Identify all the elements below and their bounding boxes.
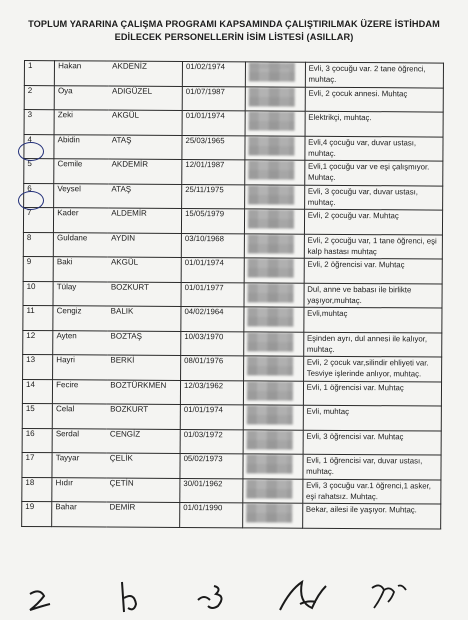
redaction-blur bbox=[247, 454, 293, 473]
first-name: Guldane bbox=[53, 232, 108, 257]
id-number-redacted bbox=[245, 135, 304, 160]
status-note: Evli, 2 çocuk var,silindir ehliyeti var. Tesviye işlerinde anlıyor, muhtaç. bbox=[303, 356, 441, 381]
redaction-blur bbox=[248, 234, 294, 253]
id-number-redacted bbox=[245, 184, 304, 209]
birth-date: 04/02/1964 bbox=[181, 306, 245, 331]
title-line-1: TOPLUM YARARINA ÇALIŞMA PROGRAMI KAPSAMINDA ÇALIŞTIRILMAK ÜZERE İSTİHDAM bbox=[28, 19, 440, 29]
status-note: Elektrikçi, muhtaç. bbox=[305, 111, 443, 136]
id-number-redacted bbox=[243, 478, 302, 503]
birth-date: 12/01/1987 bbox=[182, 159, 246, 184]
row-number: 11 bbox=[23, 305, 53, 330]
first-name: Cengiz bbox=[53, 306, 108, 331]
redaction-blur bbox=[247, 405, 293, 424]
id-number-redacted bbox=[245, 258, 304, 283]
first-name: Baki bbox=[53, 257, 108, 282]
status-note: Eşinden ayrı, dul annesi ile kalıyor, muhtaç. bbox=[303, 332, 441, 357]
first-name: Oya bbox=[54, 85, 109, 110]
last-name: ALDEMİR bbox=[108, 208, 181, 233]
table-row bbox=[23, 208, 442, 235]
status-note: Evli,muhtaç bbox=[304, 307, 442, 332]
table-row bbox=[22, 477, 441, 504]
last-name: AYDIN bbox=[108, 233, 181, 258]
status-note: Evli, 2 öğrencisi var. Muhtaç bbox=[304, 258, 442, 283]
row-number: 7 bbox=[23, 208, 53, 233]
row-number: 15 bbox=[22, 403, 52, 428]
last-name: ADIGÜZEL bbox=[109, 86, 182, 111]
table-row bbox=[24, 134, 443, 161]
status-note: Evli, muhtaç bbox=[303, 405, 441, 430]
status-note: Evli, 3 çocuğu var.1 öğrenci,1 asker, eşi rahatsız. Muhtaç. bbox=[302, 479, 440, 504]
table-row bbox=[23, 281, 442, 308]
birth-date: 15/05/1979 bbox=[181, 208, 245, 233]
redaction-blur bbox=[249, 136, 295, 155]
signature-4 bbox=[280, 582, 326, 610]
last-name: AKDENİZ bbox=[109, 61, 182, 86]
table-row bbox=[23, 305, 442, 332]
last-name: ATAŞ bbox=[108, 184, 181, 209]
id-number-redacted bbox=[245, 209, 304, 234]
id-number-redacted bbox=[246, 62, 305, 87]
status-note: Bekar, ailesi ile yaşıyor. Muhtaç. bbox=[302, 503, 440, 528]
table-row bbox=[23, 354, 442, 381]
status-note: Evli, 3 çocuğu var, duvar ustası, muhtaç. bbox=[304, 185, 442, 210]
redaction-blur bbox=[247, 356, 293, 375]
row-number: 9 bbox=[23, 256, 53, 281]
table-row bbox=[24, 183, 443, 210]
row-number: 18 bbox=[22, 477, 52, 502]
row-number: 16 bbox=[22, 428, 52, 453]
last-name: AKGÜL bbox=[109, 110, 182, 135]
first-name: Bahar bbox=[52, 502, 107, 527]
birth-date: 25/11/1975 bbox=[182, 184, 246, 209]
first-name: Hakan bbox=[54, 61, 109, 86]
last-name: ÇELİK bbox=[107, 453, 180, 478]
id-number-redacted bbox=[245, 111, 304, 136]
signatures bbox=[0, 574, 468, 620]
birth-date: 25/03/1965 bbox=[182, 135, 246, 160]
pen-circle-row-4 bbox=[18, 142, 44, 161]
row-number: 4 bbox=[24, 134, 54, 159]
status-note: Evli, 2 çocuğu var, 1 tane öğrenci, eşi kalp hastası muhtaç bbox=[304, 234, 442, 259]
row-number: 3 bbox=[24, 110, 54, 135]
row-number: 1 bbox=[24, 61, 54, 86]
table-row bbox=[24, 61, 443, 88]
last-name: AKDEMİR bbox=[108, 159, 181, 184]
first-name: Hayri bbox=[53, 355, 108, 380]
birth-date: 12/03/1962 bbox=[180, 380, 244, 405]
first-name: Cemile bbox=[54, 159, 109, 184]
id-number-redacted bbox=[244, 405, 303, 430]
redaction-blur bbox=[249, 185, 295, 204]
birth-date: 10/03/1970 bbox=[181, 331, 245, 356]
last-name: BERKİ bbox=[107, 355, 180, 380]
first-name: Ayten bbox=[53, 330, 108, 355]
table-row bbox=[22, 403, 441, 430]
status-note: Evli, 3 çocuğu var. 2 tane öğrenci, muhtaç. bbox=[305, 62, 443, 87]
redaction-blur bbox=[247, 430, 293, 449]
birth-date: 30/01/1962 bbox=[180, 478, 244, 503]
first-name: Kader bbox=[54, 208, 109, 233]
first-name: Fecire bbox=[53, 379, 108, 404]
last-name: BOZTAŞ bbox=[107, 331, 180, 356]
id-number-redacted bbox=[244, 307, 303, 332]
document-title bbox=[0, 18, 468, 43]
row-number: 5 bbox=[24, 159, 54, 184]
table-row bbox=[22, 379, 441, 406]
signature-1 bbox=[30, 591, 50, 610]
status-note: Evli, 3 öğrencisi var. Muhtaç bbox=[303, 430, 441, 455]
redaction-blur bbox=[247, 479, 293, 498]
status-note: Evli, 2 çocuk annesi. Muhtaç bbox=[305, 87, 443, 112]
table-row bbox=[23, 330, 442, 357]
row-number: 19 bbox=[22, 501, 52, 526]
status-note: Evli, 2 çocuğu var. Muhtaç bbox=[304, 209, 442, 234]
birth-date: 01/03/1972 bbox=[180, 429, 244, 454]
redaction-blur bbox=[249, 160, 295, 179]
redaction-blur bbox=[248, 283, 294, 302]
status-note: Dul, anne ve babası ile birlikte yaşıyor,muhtaç. bbox=[304, 283, 442, 308]
row-number: 14 bbox=[22, 379, 52, 404]
id-number-redacted bbox=[243, 503, 302, 528]
first-name: Serdal bbox=[52, 428, 107, 453]
table-row bbox=[23, 232, 442, 259]
id-number-redacted bbox=[246, 86, 305, 111]
status-note: Evli, 1 öğrencisi var, duvar ustası, muhtaç. bbox=[303, 454, 441, 479]
redaction-blur bbox=[249, 87, 295, 106]
id-number-redacted bbox=[244, 331, 303, 356]
signature-5 bbox=[372, 585, 406, 608]
first-name: Tayyar bbox=[52, 453, 107, 478]
pen-circle-row-6 bbox=[18, 191, 44, 210]
birth-date: 01/01/1977 bbox=[181, 282, 245, 307]
personnel-table bbox=[21, 60, 444, 529]
birth-date: 01/07/1987 bbox=[182, 86, 246, 111]
id-number-redacted bbox=[243, 454, 302, 479]
last-name: CENGİZ bbox=[107, 429, 180, 454]
last-name: BOZTÜRKMEN bbox=[107, 380, 180, 405]
last-name: BALIK bbox=[108, 306, 181, 331]
status-note: Evli, 1 öğrencisi var. Muhtaç bbox=[303, 381, 441, 406]
first-name: Abidin bbox=[54, 134, 109, 159]
redaction-blur bbox=[247, 503, 293, 522]
redaction-blur: 56500005104 bbox=[249, 62, 295, 81]
redaction-blur bbox=[247, 381, 293, 400]
first-name: Zeki bbox=[54, 110, 109, 135]
redaction-blur bbox=[249, 111, 295, 130]
birth-date: 01/01/1974 bbox=[182, 110, 246, 135]
table-row bbox=[24, 159, 443, 186]
id-number-redacted bbox=[244, 429, 303, 454]
id-number-redacted bbox=[244, 356, 303, 381]
id-number-redacted bbox=[245, 160, 304, 185]
table-row bbox=[22, 501, 441, 528]
row-number: 8 bbox=[23, 232, 53, 257]
last-name: AKGÜL bbox=[108, 257, 181, 282]
status-note: Evli,4 çocuğu var, duvar ustası, muhtaç. bbox=[305, 136, 443, 161]
first-name: Veysel bbox=[54, 183, 109, 208]
last-name: ÇETİN bbox=[107, 478, 180, 503]
row-number: 6 bbox=[24, 183, 54, 208]
birth-date: 01/01/1974 bbox=[181, 257, 245, 282]
table-row bbox=[24, 85, 443, 112]
birth-date: 03/10/1968 bbox=[181, 233, 245, 258]
redaction-blur bbox=[248, 332, 294, 351]
table-row bbox=[23, 256, 442, 283]
id-number-redacted bbox=[244, 282, 303, 307]
birth-date: 05/02/1973 bbox=[180, 453, 244, 478]
last-name: BOZKURT bbox=[108, 282, 181, 307]
birth-date: 08/01/1976 bbox=[181, 355, 245, 380]
table-row bbox=[22, 452, 441, 479]
redaction-blur bbox=[248, 307, 294, 326]
last-name: BOZKURT bbox=[107, 404, 180, 429]
row-number: 13 bbox=[23, 354, 53, 379]
row-number: 10 bbox=[23, 281, 53, 306]
last-name: ATAŞ bbox=[109, 135, 182, 160]
row-number: 2 bbox=[24, 85, 54, 110]
id-number-redacted bbox=[245, 233, 304, 258]
signature-3 bbox=[198, 586, 222, 608]
birth-date: 01/02/1974 bbox=[182, 61, 246, 86]
first-name: Tülay bbox=[53, 281, 108, 306]
first-name: Celal bbox=[52, 404, 107, 429]
first-name: Hıdır bbox=[52, 477, 107, 502]
last-name: DEMİR bbox=[106, 502, 179, 527]
signature-2 bbox=[122, 582, 136, 612]
row-number: 12 bbox=[23, 330, 53, 355]
birth-date: 01/01/1990 bbox=[180, 502, 244, 527]
title-line-2: EDİLECEK PERSONELLERİN İSİM LİSTESİ (ASILLAR) bbox=[114, 31, 354, 42]
id-number-redacted bbox=[244, 380, 303, 405]
redaction-blur bbox=[248, 209, 294, 228]
birth-date: 01/01/1974 bbox=[180, 404, 244, 429]
row-number: 17 bbox=[22, 452, 52, 477]
table-row bbox=[22, 428, 441, 455]
table-row bbox=[24, 110, 443, 137]
status-note: Evli,1 çocuğu var ve eşi çalışmıyor. Muhtaç. bbox=[304, 160, 442, 185]
redaction-blur bbox=[248, 258, 294, 277]
